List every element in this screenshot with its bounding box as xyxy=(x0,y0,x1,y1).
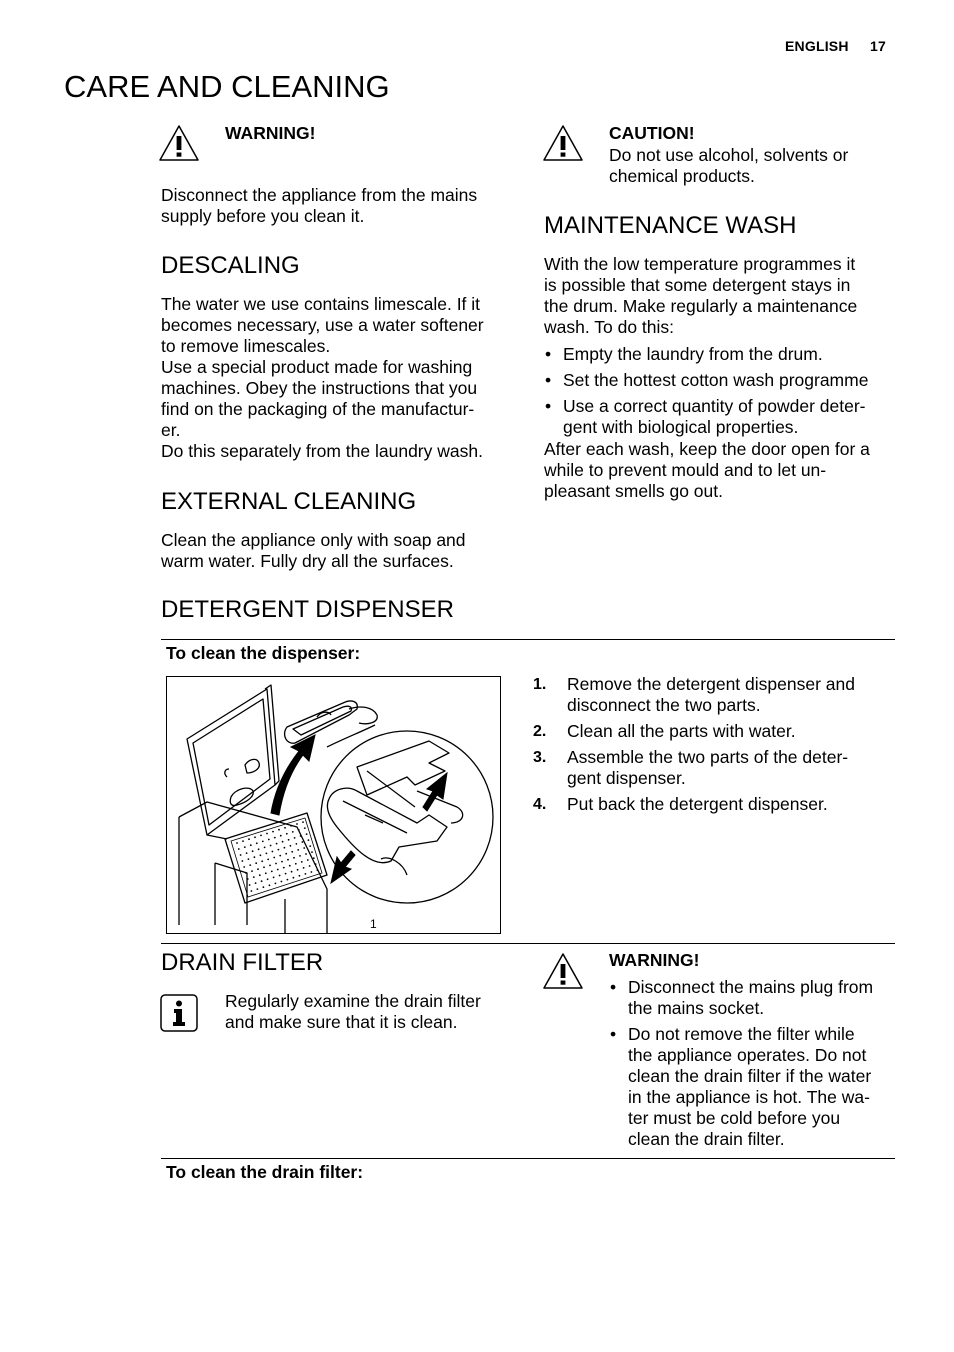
drain-filter-subtitle: To clean the drain filter: xyxy=(166,1162,364,1182)
drain-warning-list xyxy=(609,977,899,1155)
list-item: 1. Remove the detergent dispenser and disconnect the two parts. xyxy=(533,674,855,715)
caution-triangle-icon xyxy=(542,124,584,162)
maintenance-wash-list xyxy=(544,344,904,443)
washing-machine-dispenser-drawing xyxy=(167,677,500,933)
page-title: CARE AND CLEANING xyxy=(64,69,390,104)
header-language: ENGLISH xyxy=(785,38,849,54)
page-number: 17 xyxy=(870,38,886,54)
warning-triangle-icon xyxy=(158,124,200,162)
section-divider xyxy=(161,639,895,640)
list-item: • Empty the laundry from the drum. xyxy=(544,344,904,365)
section-divider xyxy=(161,943,895,944)
list-item: • Do not remove the filter while the appliance operates. Do not clean the drain filter if the water in the appliance is hot. The wa- ter must be cold before you clean the drain filter. xyxy=(609,1024,899,1150)
info-icon xyxy=(160,994,198,1032)
drain-filter-heading: DRAIN FILTER xyxy=(161,949,324,976)
caution-text: Do not use alcohol, solvents or chemical products. xyxy=(609,145,849,186)
dispenser-subtitle: To clean the dispenser: xyxy=(166,643,361,663)
caution-label: CAUTION! xyxy=(609,123,695,143)
section-divider xyxy=(161,1158,895,1159)
warning-text: Disconnect the appliance from the mains supply before you clean it. xyxy=(161,185,478,226)
warning-label: WARNING! xyxy=(225,123,316,143)
maintenance-wash-outro: After each wash, keep the door open for a while to prevent mould and to let un- pleasant smells go out. xyxy=(544,439,870,501)
warning-triangle-icon xyxy=(542,952,584,990)
list-item: • Set the hottest cotton wash programme xyxy=(544,370,904,391)
descaling-heading: DESCALING xyxy=(161,252,300,279)
list-item: • Disconnect the mains plug from the mains socket. xyxy=(609,977,899,1019)
dispenser-steps xyxy=(533,674,903,820)
dispenser-illustration xyxy=(166,676,501,934)
external-cleaning-heading: EXTERNAL CLEANING xyxy=(161,488,417,515)
list-item: • Use a correct quantity of powder deter- gent with biological properties. xyxy=(544,396,904,438)
figure-number: 1 xyxy=(370,917,377,931)
maintenance-wash-heading: MAINTENANCE WASH xyxy=(544,212,797,239)
list-item: 4. Put back the detergent dispenser. xyxy=(533,794,828,814)
external-cleaning-text: Clean the appliance only with soap and warm water. Fully dry all the surfaces. xyxy=(161,530,466,571)
descaling-text: The water we use contains limescale. If it becomes necessary, use a water softener to remove limescales. Use a special product made for washing machines. Obey the instructions that you find on the packaging of the manufactur- er. Do this separately from the laundry wash. xyxy=(161,294,484,461)
list-item: 2. Clean all the parts with water. xyxy=(533,721,796,741)
list-item: 3. Assemble the two parts of the deter- gent dispenser. xyxy=(533,747,849,788)
maintenance-wash-intro: With the low temperature programmes it is possible that some detergent stays in the drum. Make regularly a maintenance wash. To do this: xyxy=(544,254,858,337)
drain-filter-info: Regularly examine the drain filter and make sure that it is clean. xyxy=(225,991,481,1032)
drain-warning-label: WARNING! xyxy=(609,950,700,970)
detergent-dispenser-heading: DETERGENT DISPENSER xyxy=(161,596,454,623)
